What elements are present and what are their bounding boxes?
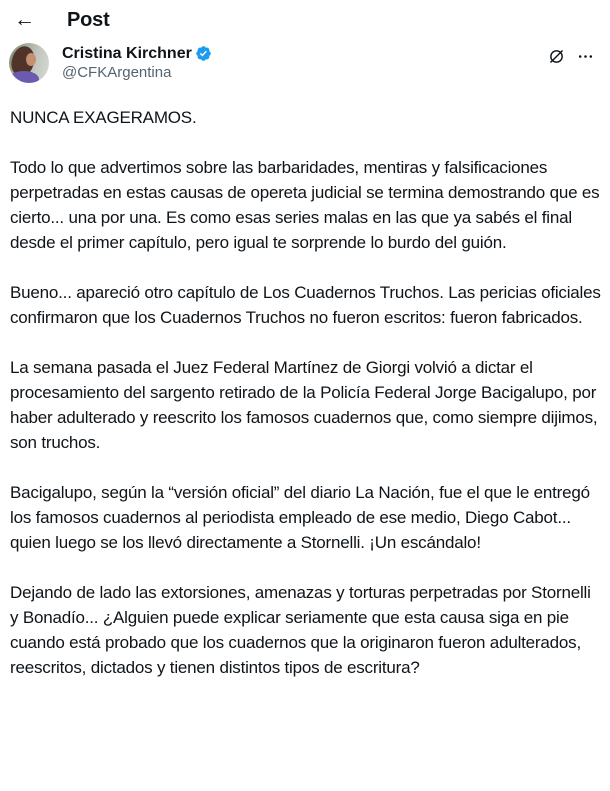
avatar-face-shape [26,53,36,66]
back-button[interactable] [14,8,38,32]
post-header [0,38,610,83]
avatar[interactable] [9,43,49,83]
post-paragraph: Bacigalupo, según la “versión oficial” del diario La Nación, fue el que le entregó los famosos cuadernos al periodista empleado de ese medio, Diego Cabot... quien luego se los llevó directamente a Stornelli. ¡Un escándalo! [10,483,590,552]
post-paragraph: Todo lo que advertimos sobre las barbaridades, mentiras y falsificaciones perpetradas en estas causas de opereta judicial se termina demostrando que es cierto... una por una. Es como esas series malas en las que ya sabés el final desde el primer capítulo, pero igual te sorprende lo burdo del guión. [10,158,600,252]
post-paragraph: Bueno... apareció otro capítulo de Los Cuadernos Truchos. Las pericias oficiales confirmaron que los Cuadernos Truchos no fueron escritos: fueron fabricados. [10,283,601,327]
post-text [0,105,610,680]
more-button[interactable] [577,48,594,68]
page-title: Post [67,8,110,31]
back-arrow-icon: ← [14,8,35,31]
grok-icon [548,48,565,68]
post-paragraph: La semana pasada el Juez Federal Martínez de Giorgi volvió a dictar el procesamiento del sargento retirado de la Policía Federal Jorge Bacigalupo, por haber adulterado y reescrito los famosos cuadernos que, como siempre dijimos, son truchos. [10,358,598,452]
post-paragraph: NUNCA EXAGERAMOS. [10,108,197,127]
grok-button[interactable] [548,48,565,68]
more-ellipsis-icon [577,48,594,68]
post-paragraph: Dejando de lado las extorsiones, amenazas y torturas perpetradas por Stornelli y Bonadío... ¿Alguien puede explicar seriamente que esta causa siga en pie cuando está probado que los cuadernos que la originaron fueron adulterados, reescritos, dictados y tienen distintos tipos de escritura? [10,583,591,677]
author-name[interactable]: Cristina Kirchner [62,45,192,62]
verified-badge-icon [195,45,212,62]
author-name-row [62,44,212,63]
topbar [0,0,610,38]
post-actions [548,43,594,68]
avatar-clothes-shape [9,71,39,83]
author-block [62,43,212,82]
author-handle[interactable]: @CFKArgentina [62,64,172,81]
post [0,38,610,680]
